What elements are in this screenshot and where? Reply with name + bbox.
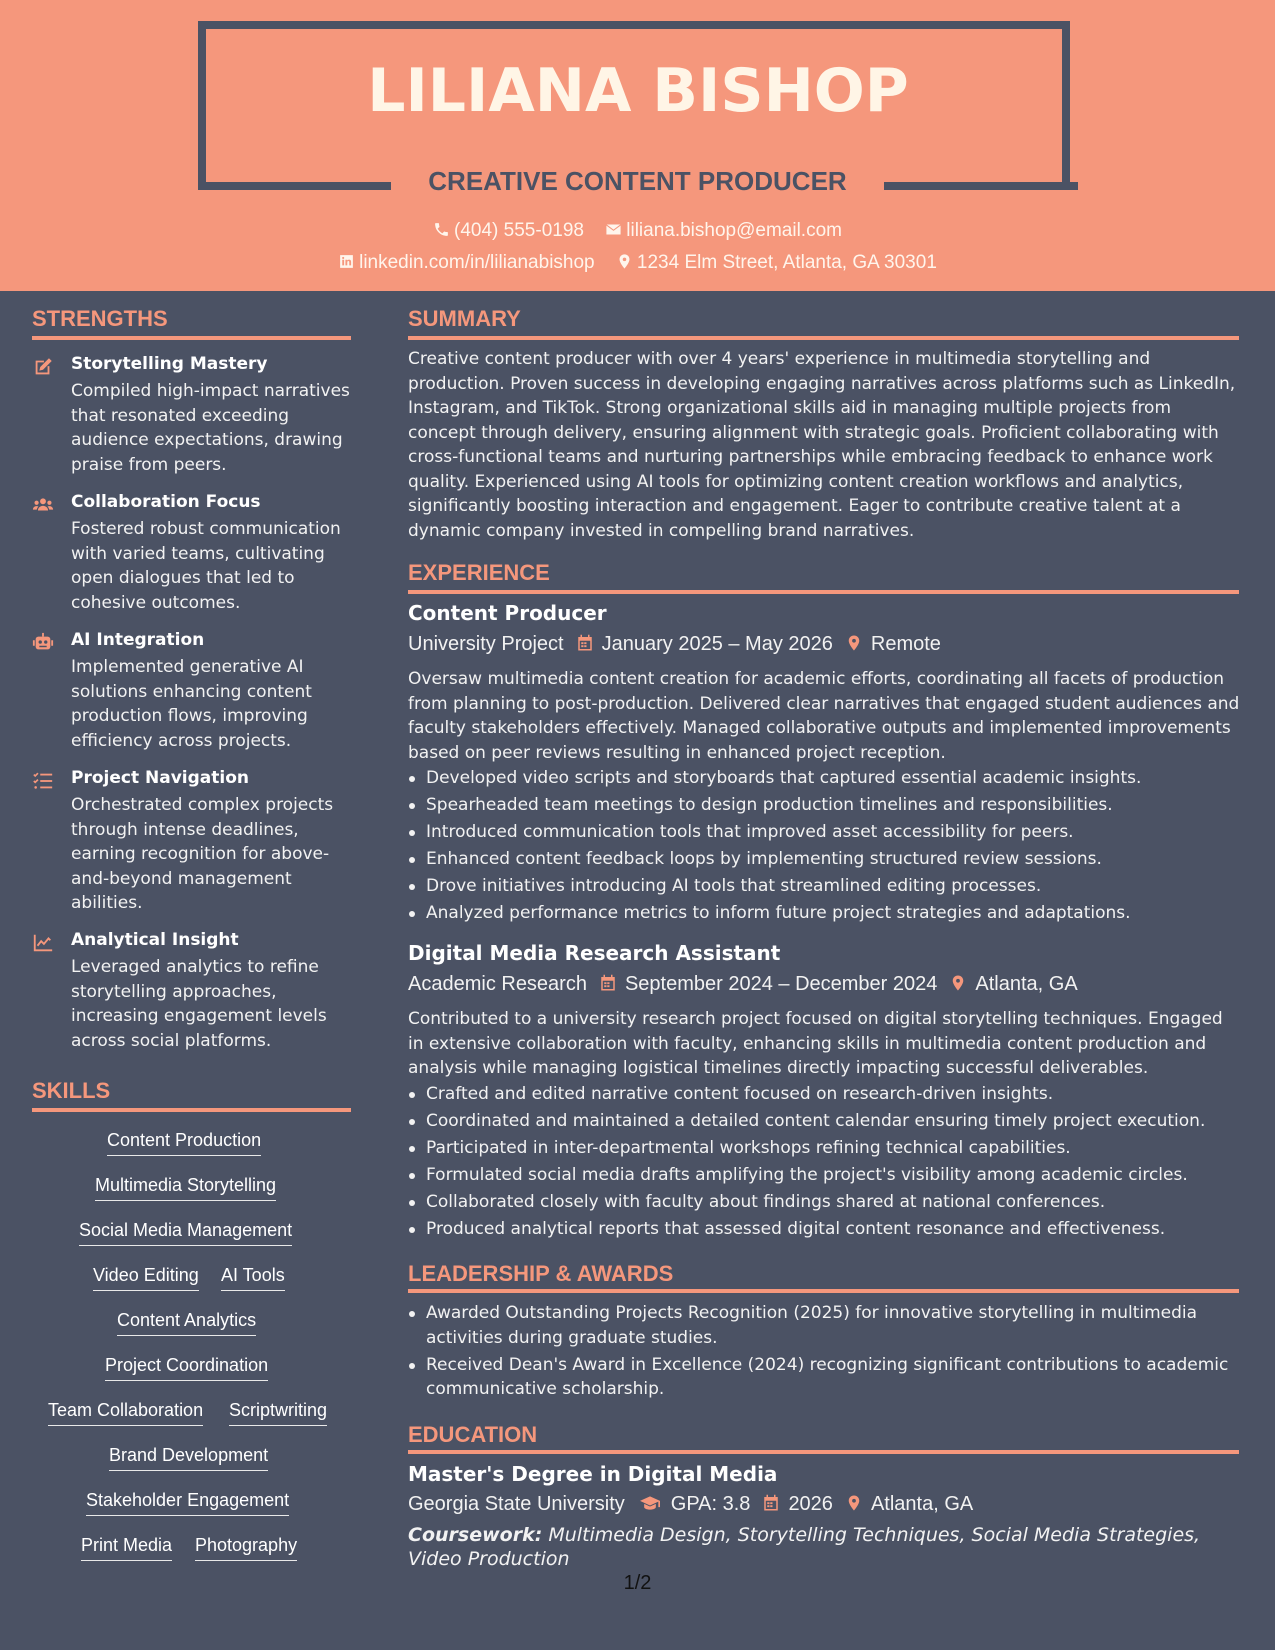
calendar-icon <box>599 973 617 993</box>
list-item: Collaborated closely with faculty about findings shared at national conferences. <box>426 1190 1261 1215</box>
edit-icon <box>32 356 54 378</box>
degree-title: Master's Degree in Digital Media <box>408 1462 778 1486</box>
strength-description: Orchestrated complex projects through intense deadlines, earning recognition for above-and-beyond management abilities. <box>71 795 334 913</box>
strength-description: Fostered robust communication with varied teams, cultivating open dialogues that led to cohesive outcomes. <box>71 519 341 613</box>
strength-title: Collaboration Focus <box>71 492 261 512</box>
job-bullets <box>408 766 1261 928</box>
phone-text: (404) 555-0198 <box>454 220 584 241</box>
list-item: Coordinated and maintained a detailed content calendar ensuring timely project execution. <box>426 1109 1261 1134</box>
header-frame-base-right <box>884 182 1078 190</box>
job-dates: January 2025 – May 2026 <box>601 633 833 655</box>
job-title-heading: CREATIVE CONTENT PRODUCER <box>428 166 847 196</box>
job-meta <box>408 633 941 656</box>
skill-tag: Team Collaboration <box>48 1400 203 1426</box>
school-name: Georgia State University <box>408 1493 625 1515</box>
phone-icon <box>433 221 450 238</box>
map-pin-icon <box>616 253 633 270</box>
job-title: Content Producer <box>408 601 607 625</box>
strength-title: Analytical Insight <box>71 930 239 950</box>
map-pin-icon <box>949 973 967 993</box>
list-item: Crafted and edited narrative content focused on research-driven insights. <box>426 1082 1261 1107</box>
list-item: Received Dean's Award in Excellence (2024) recognizing significant contributions to academic communicative scholarship. <box>426 1353 1261 1402</box>
skill-tag: Photography <box>195 1535 297 1561</box>
robot-icon <box>32 632 54 654</box>
contact-row-2 <box>0 252 1275 274</box>
email-contact[interactable] <box>605 220 842 242</box>
skill-tag: Video Editing <box>93 1265 199 1291</box>
strength-title: AI Integration <box>71 630 205 650</box>
graduation-cap-icon <box>637 1493 663 1513</box>
strength-title: Storytelling Mastery <box>71 354 268 374</box>
strengths-divider <box>32 336 351 340</box>
envelope-icon <box>605 221 622 238</box>
coursework-label: Coursework: <box>408 1524 543 1546</box>
skills-heading: SKILLS <box>32 1078 111 1103</box>
skill-tag: Project Coordination <box>105 1355 268 1381</box>
summary-text: Creative content producer with over 4 years' experience in multimedia storytelling and production. Proven success in developing engaging narratives across platforms such as LinkedIn, Instagram, and TikTok. Strong organizational skills aid in managing multiple projects from concept through delivery, ensuring alignment with strategic goals. Proficient collaborating with cross-functional teams and nurturing partnerships while embracing feedback to enhance work quality. Experienced using AI tools for optimizing content creation workflows and analytics, significantly boosting interaction and engagement. Eager to contribute creative talent at a dynamic company invested in compelling brand narratives. <box>408 349 1236 541</box>
header-frame-base-left <box>198 182 391 190</box>
linkedin-icon <box>338 253 355 270</box>
contact-row-1 <box>0 220 1275 242</box>
linkedin-contact[interactable] <box>338 252 595 274</box>
experience-heading: EXPERIENCE <box>408 560 550 585</box>
coursework <box>408 1523 1243 1571</box>
summary-heading: SUMMARY <box>408 306 521 331</box>
skill-tag: Brand Development <box>109 1445 268 1471</box>
candidate-name: LILIANA BISHOP <box>367 56 909 126</box>
education-divider <box>408 1450 1239 1454</box>
strengths-heading: STRENGTHS <box>32 306 168 331</box>
address-text: 1234 Elm Street, Atlanta, GA 30301 <box>636 252 937 273</box>
resume-header <box>0 0 1275 291</box>
skill-tag: Stakeholder Engagement <box>86 1490 289 1516</box>
skill-tag: Content Analytics <box>117 1310 256 1336</box>
list-item: Enhanced content feedback loops by implementing structured review sessions. <box>426 847 1261 872</box>
map-pin-icon <box>845 633 863 653</box>
linkedin-text: linkedin.com/in/lilianabishop <box>359 252 595 273</box>
job-meta <box>408 973 1078 996</box>
education-meta <box>408 1493 973 1516</box>
list-check-icon <box>32 770 54 792</box>
job-description: Contributed to a university research project focused on digital storytelling techniques. Engaged in extensive collaboration with faculty, enhancing skills in multimedia content production and analysis while managing logistical timelines directly impacting successful deliverables. <box>408 1009 1223 1078</box>
users-icon <box>32 494 54 516</box>
job-bullets <box>408 1082 1261 1244</box>
calendar-icon <box>576 633 594 653</box>
job-organization: University Project <box>408 633 564 655</box>
skill-tag: Scriptwriting <box>229 1400 327 1426</box>
calendar-icon <box>762 1493 780 1513</box>
list-item: Introduced communication tools that improved asset accessibility for peers. <box>426 820 1261 845</box>
strength-description: Implemented generative AI solutions enhancing content production flows, improving efficiency across projects. <box>71 657 312 751</box>
list-item: Analyzed performance metrics to inform future project strategies and adaptations. <box>426 901 1261 926</box>
list-item: Spearheaded team meetings to design production timelines and responsibilities. <box>426 793 1261 818</box>
job-organization: Academic Research <box>408 973 587 995</box>
experience-divider <box>408 590 1239 594</box>
skill-tag: Social Media Management <box>79 1220 292 1246</box>
phone-contact[interactable] <box>433 220 584 242</box>
strength-title: Project Navigation <box>71 768 249 788</box>
list-item: Developed video scripts and storyboards that captured essential academic insights. <box>426 766 1261 791</box>
list-item: Produced analytical reports that assessed digital content resonance and effectiveness. <box>426 1217 1261 1242</box>
job-dates: September 2024 – December 2024 <box>624 973 938 995</box>
skill-tag: Print Media <box>81 1535 172 1561</box>
leadership-list <box>408 1301 1261 1404</box>
skill-tag: Content Production <box>107 1130 261 1156</box>
coursework-list: Multimedia Design, Storytelling Techniques, Social Media Strategies, Video Production <box>408 1524 1201 1570</box>
skills-divider <box>32 1108 351 1112</box>
school-location: Atlanta, GA <box>870 1493 974 1515</box>
job-description: Oversaw multimedia content creation for academic efforts, coordinating all facets of production from planning to post-production. Delivered clear narratives that engaged student audiences and faculty stakeholders effectively. Managed collaborative outputs and implemented improvements based on peer reviews resulting in enhanced project reception. <box>408 669 1240 763</box>
list-item: Formulated social media drafts amplifying the project's visibility among academic circles. <box>426 1163 1261 1188</box>
gpa: GPA: 3.8 <box>670 1493 751 1515</box>
strength-description: Compiled high-impact narratives that resonated exceeding audience expectations, drawing praise from peers. <box>71 381 350 475</box>
job-location: Remote <box>870 633 941 655</box>
skill-tag: AI Tools <box>221 1265 285 1291</box>
email-text: liliana.bishop@email.com <box>626 220 842 241</box>
list-item: Participated in inter-departmental workshops refining technical capabilities. <box>426 1136 1261 1161</box>
education-heading: EDUCATION <box>408 1422 538 1447</box>
chart-line-icon <box>32 932 54 954</box>
map-pin-icon <box>845 1493 863 1513</box>
address-contact <box>616 252 937 274</box>
list-item: Awarded Outstanding Projects Recognition (2025) for innovative storytelling in multimedia activities during graduate studies. <box>426 1301 1261 1350</box>
list-item: Drove initiatives introducing AI tools that streamlined editing processes. <box>426 874 1261 899</box>
leadership-divider <box>408 1289 1239 1293</box>
summary-divider <box>408 336 1239 340</box>
leadership-heading: LEADERSHIP & AWARDS <box>408 1261 674 1286</box>
skill-tag: Multimedia Storytelling <box>95 1175 276 1201</box>
page-number: 1/2 <box>623 1572 652 1594</box>
job-location: Atlanta, GA <box>975 973 1078 995</box>
job-title: Digital Media Research Assistant <box>408 941 781 965</box>
strength-description: Leveraged analytics to refine storytelling approaches, increasing engagement levels across social platforms. <box>71 957 327 1051</box>
graduation-year: 2026 <box>788 1493 833 1515</box>
